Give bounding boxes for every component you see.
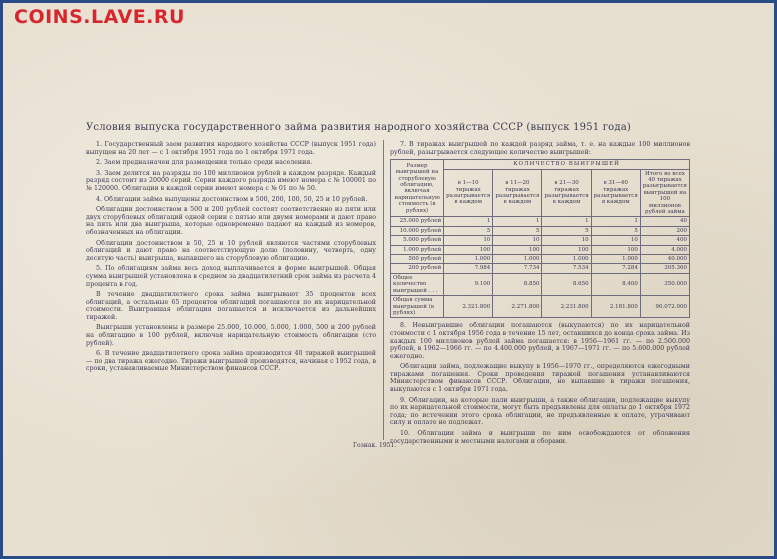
winnings-table [390,159,690,318]
count-cell: 1.000 [591,255,640,264]
prize-size-cell: 1.000 рублей [391,245,444,254]
paragraph: 5. По облигациям займа весь доход выплачивается в форме выигрышей. Общая сумма выигрышей установлена в среднем за двадцатилетний срок займа из расчета 4 процента в год. [86,265,376,288]
prize-size-cell: 25.000 рублей [391,217,444,226]
count-cell: 40.000 [640,255,689,264]
count-cell: 1.000 [444,255,493,264]
count-cell: 10 [444,236,493,245]
count-cell: 10 [493,236,542,245]
total-value: 350.000 [640,273,689,295]
paragraph: 6. В течение двадцатилетнего срока займа производится 40 тиражей выигрышей — по два тиража ежегодно. Тиражи выигрышей производятся, начиная с 1952 года, в сроки, устанавливаемые Министерством финансов СССР. [86,350,376,373]
paragraph-7: 7. В тиражах выигрышей по каждой разряд займа, т. е. на каждые 100 миллионов рублей, разыгрывается следующее количество выигрышей: [390,141,690,156]
prize-size-cell: 500 рублей [391,255,444,264]
draw-range-header: в 21—30 тиражах разыгрывается в каждом [542,169,591,217]
count-cell: 1.000 [542,255,591,264]
table-row [391,245,690,254]
draw-range-header: в 31—40 тиражах разыгрывается в каждом [591,169,640,217]
paragraph: Облигации достоинством в 500 и 200 рублей состоят соответственно из пяти или двух сторублевых облигаций одной серии с пятью или двумя номерами и дают право на пять или два выигрыша, которые одновременно падают на каждый из номеров, обозначенных на облигации. [86,206,376,236]
total-count-row [391,273,690,295]
count-cell: 100 [493,245,542,254]
count-cell: 7.534 [542,264,591,273]
count-cell: 4.000 [640,245,689,254]
count-cell: 5 [444,226,493,235]
count-cell: 5 [591,226,640,235]
paragraph: В течение двадцатилетнего срока займа выигрывают 35 процентов всех облигаций, а остальные 65 процентов облигаций погашаются по их нарицательной стоимости. Выигравшая облигация погашается и исключается из дальнейших тиражей. [86,291,376,321]
paragraph: 4. Облигации займа выпущены достоинством в 500, 200, 100, 50, 25 и 10 рублей. [96,195,368,203]
total-label: Общее количество выигрышей . . . [391,273,444,295]
paragraph: Облигации займа, подлежащие выкупу в 1956—1970 гг., определяются ежегодными тиражами погашения. Сроки проведения тиражей погашения устанавливаются Министерством финансов СССР. Облигации, не выпавшие в тиражи погашения, выкупаются с 1 октября 1971 года. [390,363,690,394]
prize-size-header: Размер выигрышей на сторублевую облигацию, включая нарицательную стоимость (в рублях) [391,160,444,217]
paragraph: 9. Облигации, на которые пали выигрыши, а также облигации, подлежащие выкупу по их нарицательной стоимости, могут быть предъявлены для оплаты до 1 октября 1972 года; по истечении этого срока облигации, не предъявленные к оплате, утрачивают силу и оплате не подлежат. [390,396,690,427]
count-cell: 100 [591,245,640,254]
count-cell: 1.000 [493,255,542,264]
prize-size-cell: 5.000 рублей [391,236,444,245]
count-cell: 7.734 [493,264,542,273]
paragraph: Облигации достоинством в 50, 25 и 10 рублей являются частями сторублевых облигаций и дают право на соответствующую долю (половину, четверть, одну десятую часть) выигрыша, выпавшего на сторублевую облигацию. [86,239,376,262]
paragraph: 2. Заем предназначен для размещения только среди населения. [96,159,313,167]
count-cell: 100 [542,245,591,254]
paragraph: 3. Заем делится на разряды по 100 миллионов рублей в каждом разряде. Каждый разряд состоит из 20000 серий. Серии каждого разряда имеют номера с № 100001 по № 120000. Облигации в каждой серии имеют номера с № 01 по № 50. [86,169,376,192]
table-row [391,217,690,226]
draw-range-header: в 11—20 тиражах разыгрывается в каждом [493,169,542,217]
watermark: COINS.LAVE.RU [14,6,185,28]
count-cell: 200 [640,226,689,235]
total-sum-row [391,296,690,318]
count-cell: 1 [444,217,493,226]
total-value: 2.231.800 [542,296,591,318]
paragraph: 1. Государственный заем развития народного хозяйства СССР (выпуск 1951 года) выпущен на 20 лет — с 1 октября 1951 года по 1 октября 1971 года. [86,141,376,156]
draw-range-header: Итого во всех 40 тиражах разыгрывается выигрышей на 100 миллионов рублей займа [640,169,689,217]
total-value: 8.400 [591,273,640,295]
count-cell: 5 [542,226,591,235]
count-cell: 7.284 [591,264,640,273]
count-cell: 400 [640,236,689,245]
count-group-header: КОЛИЧЕСТВО ВЫИГРЫШЕЙ [444,160,690,169]
count-cell: 1 [493,217,542,226]
prize-size-cell: 10.000 рублей [391,226,444,235]
table-body [391,217,690,318]
prize-size-cell: 200 рублей [391,264,444,273]
right-paragraphs [390,322,690,445]
total-value: 8.850 [493,273,542,295]
column-divider [383,140,384,440]
left-column [86,141,376,376]
table-row [391,226,690,235]
total-value: 2.271.800 [493,296,542,318]
total-value: 8.650 [542,273,591,295]
count-cell: 10 [591,236,640,245]
count-cell: 1 [591,217,640,226]
conditions-title: Условия выпуска государственного займа развития народного хозяйства СССР (выпуск 1951 года) [86,122,632,133]
count-cell: 7.984 [444,264,493,273]
count-cell: 5 [493,226,542,235]
count-cell: 1 [542,217,591,226]
imprint: Гознак. 1951. [353,442,397,449]
total-value: 9.100 [444,273,493,295]
count-cell: 10 [542,236,591,245]
draw-range-header: в 1—10 тиражах разыгрывается в каждом [444,169,493,217]
total-value: 2.181.800 [591,296,640,318]
table-row [391,264,690,273]
table-row [391,255,690,264]
paragraph: 10. Облигации займа и выигрыши по ним освобождаются от обложения государственными и местными налогами и сборами. [390,430,690,445]
total-label: Общая сумма выигрышей (в рублях) [391,296,444,318]
right-column [390,141,690,448]
count-cell: 100 [444,245,493,254]
paragraph: 8. Невыигравшие облигации погашаются (выкупаются) по их нарицательной стоимости с 1 октября 1956 года в течение 15 лет, оставшихся до конца срока займа. Из каждых 100 миллионов рублей займа погашается: в 1956—1961 гг. — по 2.500.000 рублей, в 1962—1966 гг. — по 4.400.000 рублей, в 1967—1971 гг. — по 5.600.000 рублей ежегодно. [390,322,690,360]
count-cell: 40 [640,217,689,226]
count-cell: 305.360 [640,264,689,273]
table-row [391,236,690,245]
total-value: 2.321.800 [444,296,493,318]
paragraph: Выигрыши установлены в размере 25.000, 10.000, 5.000, 1.000, 500 и 200 рублей на облигацию в 100 рублей, включая нарицательную стоимость облигации (сто рублей). [86,324,376,347]
total-value: 90.072.000 [640,296,689,318]
